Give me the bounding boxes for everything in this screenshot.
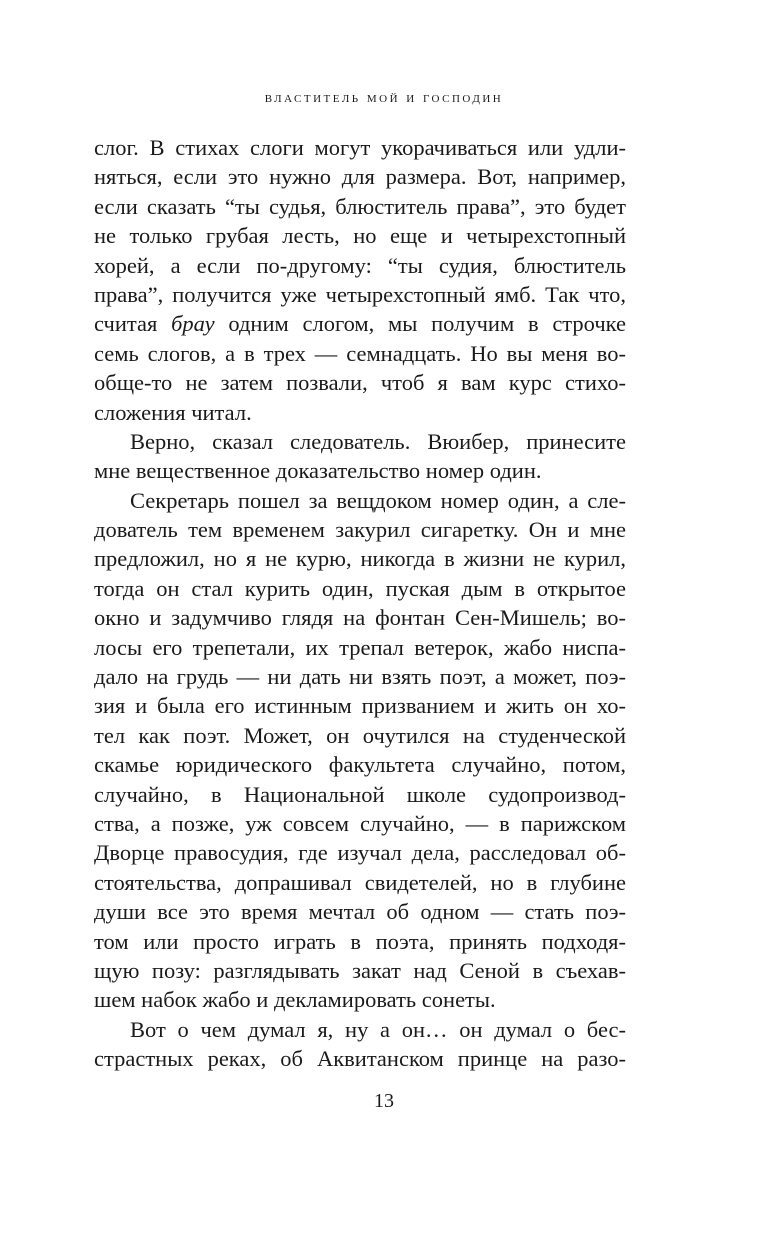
text-line: не только грубая лесть, но еще и четырехстопный [94, 223, 626, 249]
text-line: лосы его трепетали, их трепал ветерок, жабо ниспа- [94, 634, 626, 660]
text-line: Дворце правосудия, где изучал дела, расследовал об- [94, 840, 626, 866]
text-line: мне вещественное доказательство номер один. [94, 458, 542, 484]
text-line: если сказать “ты судья, блюститель права”, это будет [94, 193, 626, 219]
text-line: сложения читал. [94, 399, 252, 425]
text-line: тел как поэт. Может, он очутился на студенческой [94, 722, 626, 748]
text-line: окно и задумчиво глядя на фонтан Сен-Мишель; во- [94, 605, 626, 631]
text-line: права”, получится уже четырехстопный ямб. Так что, [94, 281, 626, 307]
text-line: предложил, но я не курю, никогда в жизни не курил, [94, 546, 626, 572]
text-line: зия и была его истинным призванием и жить он хо- [94, 693, 626, 719]
running-title: властитель мой и господин [264, 90, 504, 106]
text-fragment: считая [94, 311, 158, 337]
text-line-with-italic [94, 309, 626, 338]
text-line: души все это время мечтал об одном — стать поэ- [94, 899, 626, 925]
text-line: хорей, а если по-другому: “ты судия, блюститель [94, 252, 626, 278]
text-line: случайно, в Национальной школе судопроизвод- [94, 781, 626, 807]
text-line: тогда он стал курить один, пуская дым в открытое [94, 575, 626, 601]
italic-word: брау [171, 311, 215, 337]
text-line: дало на грудь — ни дать ни взять поэт, а может, поэ- [94, 664, 626, 690]
paragraph-first-line: Секретарь пошел за вещдоком номер один, а сле- [130, 487, 626, 513]
paragraph-first-line: Вот о чем думал я, ну а он… он думал о бес- [130, 1016, 626, 1042]
text-line: семь слогов, а в трех — семнадцать. Но вы меня во- [94, 340, 626, 366]
text-line: шем набок жабо и декламировать сонеты. [94, 987, 496, 1013]
paragraph-first-line: Верно, сказал следователь. Вюибер, принесите [130, 428, 626, 454]
text-line: ства, а позже, уж совсем случайно, — в парижском [94, 810, 626, 836]
text-line: страстных реках, об Аквитанском принце на разо- [94, 1046, 626, 1072]
text-line: том или просто играть в поэта, принять подходя- [94, 928, 626, 954]
text-line: скамье юридического факультета случайно, потом, [94, 752, 626, 778]
text-line: дователь тем временем закурил сигаретку. Он и мне [94, 517, 626, 543]
text-line: няться, если это нужно для размера. Вот, например, [94, 164, 626, 190]
text-line: слог. В стихах слоги могут укорачиваться или удли- [94, 135, 626, 160]
page-number: 13 [374, 1090, 394, 1112]
text-line: щую позу: разглядывать закат над Сеной в съехав- [94, 957, 626, 983]
text-line: обще-то не затем позвали, чтоб я вам курс стихо- [94, 370, 626, 396]
text-fragment: одним слогом, мы получим в строчке [228, 311, 627, 337]
text-line: стоятельства, допрашивал свидетелей, но в глубине [94, 869, 626, 895]
body-text [94, 133, 626, 1074]
